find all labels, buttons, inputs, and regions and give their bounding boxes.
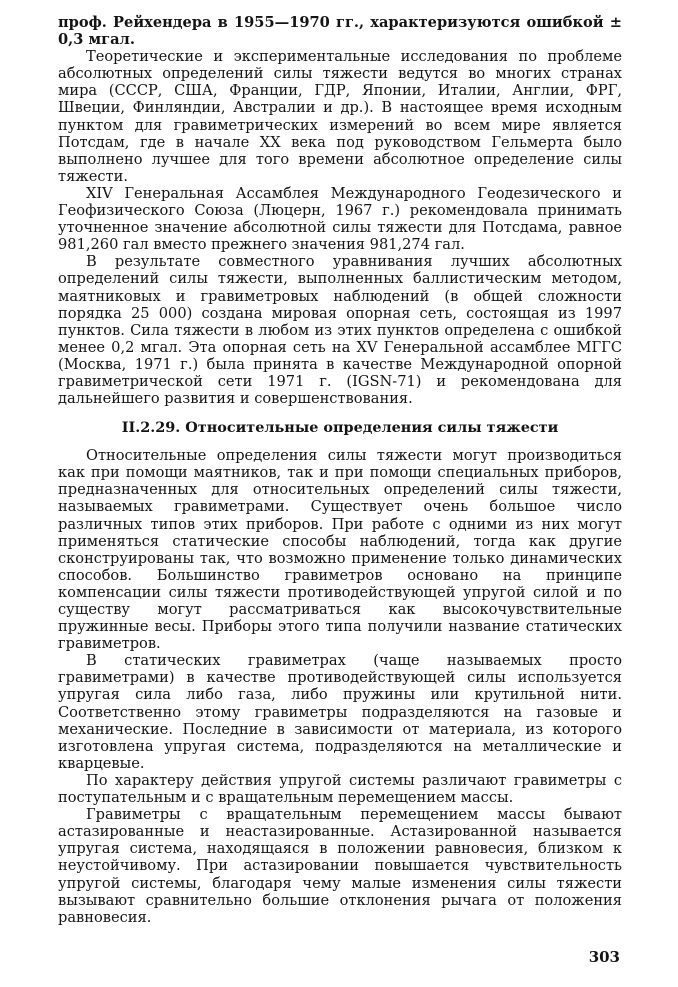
paragraph: В результате совместного уравнивания лучших абсолютных определений силы тяжести, выполненных баллистическим методом, маятниковых и гравиметровых наблюдений (в общей сложности порядка 25 000) создана мировая опорная сеть, состоящая из 1997 пунктов. Сила тяжести в любом из этих пунктов определена с ошибкой менее 0,2 мгал. Эта опорная сеть на XV Генеральной ассамблее МГГС (Москва, 1971 г.) была принята в качестве Международной опорной гравиметрической сети 1971 г. (IGSN-71) и рекомендована для дальнейшего развития и совершенствования.: [58, 253, 622, 408]
paragraph: По характеру действия упругой системы различают гравиметры с поступательным и с вращательным перемещением массы.: [58, 771, 622, 807]
paragraph-continued: проф. Рейхендера в 1955—1970 гг., характеризуются ошибкой ± 0,3 мгал.: [58, 14, 622, 49]
page-number: 303: [588, 948, 620, 966]
paragraph: Теоретические и экспериментальные исследования по проблеме абсолютных определений силы тяжести ведутся во многих странах мира (СССР, США, Франции, ГДР, Японии, Италии, Англии, ФРГ, Швеции, Финляндии, Австралии и др.). В настоящее время исходным пунктом для гравиметрических измерений во всем мире является Потсдам, где в начале XX века под руководством Гельмерта было выполнено лучшее для того времени абсолютное определение силы тяжести.: [58, 48, 622, 185]
paragraph: Относительные определения силы тяжести могут производиться как при помощи маятников, так и при помощи специальных приборов, предназначенных для относительных определений силы тяжести, называемых гравиметрами. Существует очень большое число различных типов этих приборов. При работе с одними из них могут применяться статические способы наблюдений, тогда как другие сконструированы так, что возможно применение только динамических способов. Большинство гравиметров основано на принципе компенсации силы тяжести противодействующей упругой силой и по существу могут рассматриваться как высокочувствительные пружинные весы. Приборы этого типа получили название статических гравиметров.: [58, 447, 622, 653]
body-text: [58, 14, 622, 926]
paragraph: В статических гравиметрах (чаще называемых просто гравиметрами) в качестве противодействующей силы используется упругая сила либо газа, либо пружины или крутильной нити. Соответственно этому гравиметры подразделяются на газовые и механические. Последние в зависимости от материала, из которого изготовлена упругая система, подразделяются на металлические и кварцевые.: [58, 652, 622, 772]
paragraph: Гравиметры с вращательным перемещением массы бывают астазированные и неастазированные. Астазированной называется упругая система, находящаяся в положении равновесия, близком к неустойчивому. При астазировании повышается чувствительность упругой системы, благодаря чему малые изменения силы тяжести вызывают сравнительно большие отклонения рычага от положения равновесия.: [58, 806, 622, 926]
section-heading: II.2.29. Относительные определения силы тяжести: [121, 419, 559, 437]
paragraph: XIV Генеральная Ассамблея Международного Геодезического и Геофизического Союза (Люцерн, 1967 г.) рекомендовала принимать уточненное значение абсолютной силы тяжести для Потсдама, равное 981,260 гал вместо прежнего значения 981,274 гал.: [58, 184, 622, 254]
